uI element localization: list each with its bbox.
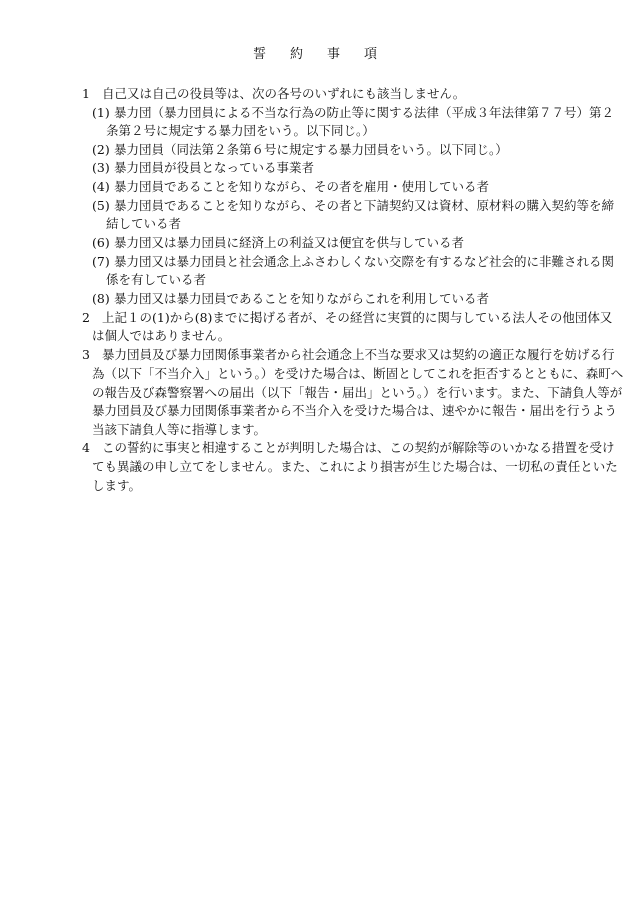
section-3-number: 3 <box>82 347 90 362</box>
item-3-line-1: 暴力団員が役員となっている事業者 <box>114 160 315 175</box>
item-8-line-1: 暴力団又は暴力団員であることを知りながらこれを利用している者 <box>114 291 490 306</box>
section-2-line-2: は個人ではありません。 <box>92 328 231 343</box>
item-7-line-1: 暴力団又は暴力団員と社会通念上ふさわしくない交際を有するなど社会的に非難される関 <box>114 254 615 269</box>
item-4-number: (4) <box>92 179 110 194</box>
section-4-number: 4 <box>82 440 90 455</box>
section-3-line-4: 暴力団員及び暴力団関係事業者から不当介入を受けた場合は、速やかに報告・届出を行うよう <box>92 403 618 418</box>
item-5-number: (5) <box>92 198 110 213</box>
section-3-line-2: 為（以下「不当介入」という。）を受けた場合は、断固としてこれを拒否するとともに、森町へ <box>92 366 624 381</box>
section-3-line-3: の報告及び森警察署への届出（以下「報告・届出」という。）を行います。また、下請負人等が <box>92 385 623 400</box>
section-4-line-2: ても異議の申し立てをしません。また、これにより損害が生じた場合は、一切私の責任といた <box>92 459 618 474</box>
item-3-number: (3) <box>92 160 110 175</box>
section-3-line-5: 当該下請負人等に指導します。 <box>92 422 267 437</box>
item-2-number: (2) <box>92 142 110 157</box>
item-1-line-1: 暴力団（暴力団員による不当な行為の防止等に関する法律（平成３年法律第７７号）第２ <box>114 105 615 120</box>
section-4-line-3: します。 <box>92 478 142 493</box>
section-1-lead: 自己又は自己の役員等は、次の各号のいずれにも該当しません。 <box>102 86 466 101</box>
item-4-line-1: 暴力団員であることを知りながら、その者を雇用・使用している者 <box>114 179 490 194</box>
item-1-number: (1) <box>92 105 110 120</box>
section-3-line-1: 暴力団員及び暴力団関係事業者から社会通念上不当な要求又は契約の適正な履行を妨げる行 <box>102 347 615 362</box>
item-8-number: (8) <box>92 291 110 306</box>
section-2-line-1: 上記１の(1)から(8)までに掲げる者が、その経営に実質的に関与している法人その他団体又 <box>102 310 613 325</box>
item-6-number: (6) <box>92 235 110 250</box>
page-title: 誓約事項 <box>252 47 401 62</box>
section-1-number: 1 <box>82 86 90 101</box>
item-7-number: (7) <box>92 254 110 269</box>
section-4-line-1: この誓約に事実と相違することが判明した場合は、この契約が解除等のいかなる措置を受け <box>102 440 615 455</box>
item-5-line-2: 結している者 <box>106 216 182 231</box>
section-2-number: 2 <box>82 310 90 325</box>
item-5-line-1: 暴力団員であることを知りながら、その者と下請契約又は資材、原材料の購入契約等を締 <box>114 198 615 213</box>
item-6-line-1: 暴力団又は暴力団員に経済上の利益又は便宜を供与している者 <box>114 235 465 250</box>
item-7-line-2: 係を有している者 <box>106 272 207 287</box>
item-2-line-1: 暴力団員（同法第２条第６号に規定する暴力団員をいう。以下同じ。） <box>114 142 508 157</box>
item-1-line-2: 条第２号に規定する暴力団をいう。以下同じ。） <box>106 123 375 138</box>
